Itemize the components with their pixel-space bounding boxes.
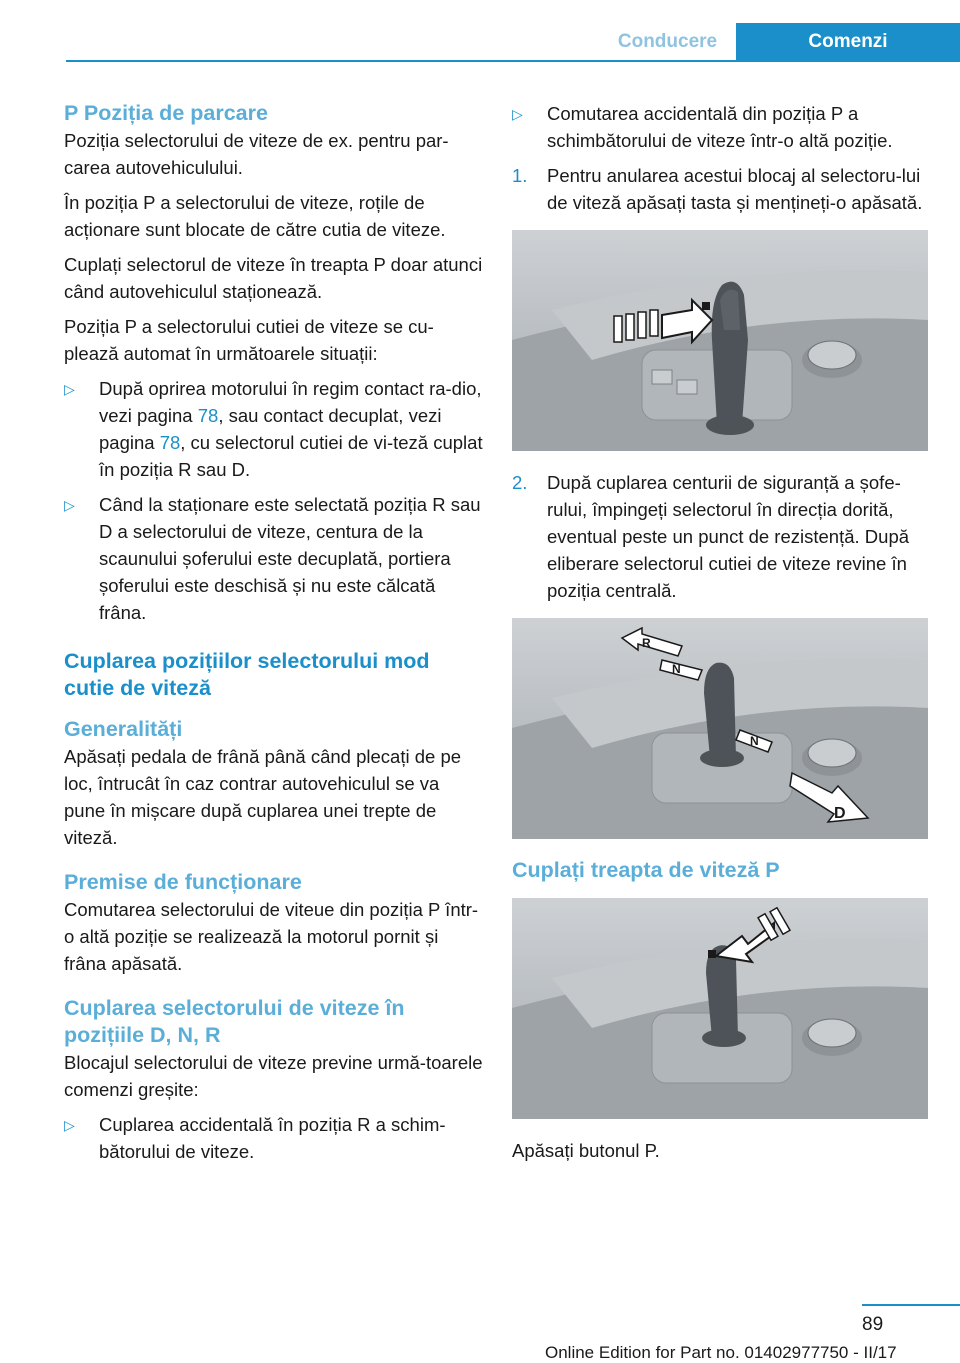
numbered-step — [512, 469, 932, 604]
triangle-bullet-icon: ▷ — [64, 1117, 75, 1133]
arrow-label-n-bottom: N — [750, 734, 759, 748]
paragraph: Cuplați selectorul de viteze în treapta P doar atunci când autovehiculul staționează. — [64, 254, 483, 302]
heading-cuplarea: Cuplarea pozițiilor selectorului mod cutie de viteză — [64, 649, 430, 700]
bullet-item — [64, 491, 484, 626]
paragraph: Apăsați pedala de frână până când plecați de pe loc, întrucât în caz contrar autovehiculul se va pune în mișcare după cuplarea unei trepte de viteză. — [64, 746, 462, 848]
edition-note: Online Edition for Part no. 01402977750 - II/17 — [545, 1343, 897, 1362]
heading-park-position: P Poziția de parcare — [64, 101, 268, 125]
page-link[interactable]: 78 — [159, 432, 181, 453]
paragraph: Poziția selectorului de viteze de ex. pentru par‐carea autovehiculului. — [64, 130, 449, 178]
paragraph: Apăsați butonul P. — [512, 1140, 660, 1161]
paragraph: Comutarea selectorului de viteue din poziția P într-o altă poziție se realizează la motorul pornit și frâna apăsată. — [64, 899, 479, 974]
heading-park-gear: Cuplați treapta de viteză P — [512, 858, 780, 882]
tab-conducere[interactable]: Conducere — [617, 31, 718, 52]
figure-park-button — [512, 898, 928, 1119]
paragraph: În poziția P a selectorului de viteze, roțile de acționare sunt blocate de către cutia de viteze. — [64, 192, 446, 240]
heading-premise: Premise de funcționare — [64, 870, 302, 894]
bullet-text: Cuplarea accidentală în poziția R a schim‐bătorului de viteze. — [99, 1114, 446, 1162]
bullet-text: Comutarea accidentală din poziția P a schimbătorului de viteze într-o altă poziție. — [547, 103, 893, 151]
arrow-label-d: D — [834, 805, 846, 822]
step-text: După cuplarea centurii de siguranță a șofe‐rului, împingeți selectorul în direcția dorită, eventual peste un punct de rezistență. După eliberare selectorul cutiei de viteze revine în poziția centrală. — [547, 472, 910, 601]
heading-dnr: Cuplarea selectorului de viteze în pozițiile D, N, R — [64, 996, 405, 1047]
page-link[interactable]: 78 — [197, 405, 219, 426]
bullet-item — [64, 375, 484, 483]
arrow-label-n-top: N — [672, 662, 681, 676]
figure-selector-directions — [512, 618, 928, 839]
heading-generalitati: Generalități — [64, 717, 183, 741]
right-column — [512, 100, 932, 1172]
bullet-item — [512, 100, 932, 154]
step-text: Pentru anularea acestui blocaj al selectoru‐lui de viteză apăsați tasta și mențineți-o apăsată. — [547, 165, 923, 213]
triangle-bullet-icon: ▷ — [512, 106, 523, 122]
triangle-bullet-icon: ▷ — [64, 381, 75, 397]
paragraph: Poziția P a selectorului cutiei de viteze se cu‐plează automat în următoarele situații: — [64, 316, 434, 364]
step-number: 2. — [512, 472, 528, 493]
triangle-bullet-icon: ▷ — [64, 497, 75, 513]
numbered-step — [512, 162, 932, 216]
bullet-item — [64, 1111, 484, 1165]
figure-selector-button-press — [512, 230, 928, 451]
left-column — [64, 100, 484, 1173]
footer-rule — [862, 1304, 960, 1306]
paragraph: Blocajul selectorului de viteze previne urmă‐toarele comenzi greșite: — [64, 1052, 483, 1100]
step-number: 1. — [512, 165, 528, 186]
page-number: 89 — [862, 1314, 884, 1335]
tab-comenzi[interactable]: Comenzi — [736, 23, 960, 62]
arrow-label-r: R — [642, 636, 651, 650]
bullet-text: Când la staționare este selectată poziția R sau D a selectorului de viteze, centura de la scaunului șoferului este decuplată, portiera șoferului este deschisă și nu este călcată frâna. — [99, 494, 481, 623]
bullet-text: După oprirea motorului în regim contact ra‐dio, vezi pagina 78, sau contact decuplat, vezi pagina 78, cu selectorul cutiei de vi‐teză cuplat în poziția R sau D. — [99, 378, 483, 480]
